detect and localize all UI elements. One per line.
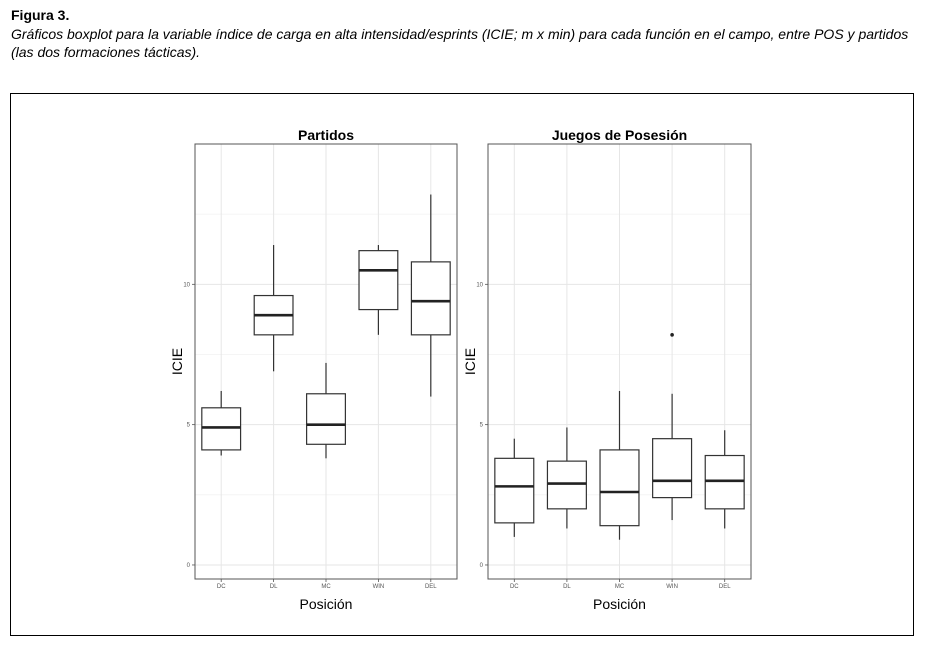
- y-tick-label: 5: [479, 422, 483, 429]
- x-tick-label: DL: [563, 584, 571, 590]
- x-tick-label: MC: [614, 584, 625, 590]
- chart-panel-2: [462, 127, 751, 612]
- y-tick-label: 10: [476, 282, 483, 289]
- figure-label: Figura 3.: [11, 7, 70, 23]
- box-iqr: [653, 439, 692, 498]
- outlier-point: [670, 333, 674, 337]
- y-tick-label: 5: [186, 422, 190, 429]
- x-tick-label: DC: [216, 584, 226, 590]
- box-iqr: [705, 456, 744, 509]
- panel-title: Juegos de Posesión: [551, 127, 688, 143]
- y-tick-label: 0: [479, 562, 483, 569]
- box-iqr: [202, 408, 241, 450]
- figure-caption: Gráficos boxplot para la variable índice de carga en alta intensidad/esprints (ICIE; m x min) para cada función en el campo, entre POS y partidos (las dos formaciones tácticas).: [11, 26, 909, 60]
- y-axis-label: ICIE: [462, 347, 478, 376]
- box-iqr: [495, 458, 534, 523]
- y-tick-label: 10: [183, 282, 190, 289]
- y-axis-label: ICIE: [169, 347, 185, 376]
- box-iqr: [307, 394, 346, 445]
- x-tick-label: DEL: [718, 584, 731, 590]
- x-axis-label: Posición: [299, 596, 353, 612]
- x-axis-label: Posición: [593, 596, 646, 612]
- x-tick-label: WIN: [666, 584, 678, 590]
- box-iqr: [411, 262, 450, 335]
- x-tick-label: DC: [509, 584, 519, 590]
- x-tick-label: WIN: [372, 584, 385, 590]
- y-tick-label: 0: [186, 562, 190, 569]
- panel-title: Partidos: [297, 127, 355, 143]
- box-iqr: [600, 450, 639, 526]
- x-tick-label: DEL: [424, 584, 437, 590]
- box-iqr: [359, 251, 398, 310]
- box-iqr: [547, 461, 586, 509]
- chart-panel-1: [169, 127, 457, 612]
- x-tick-label: DL: [269, 584, 278, 590]
- x-tick-label: MC: [321, 584, 331, 590]
